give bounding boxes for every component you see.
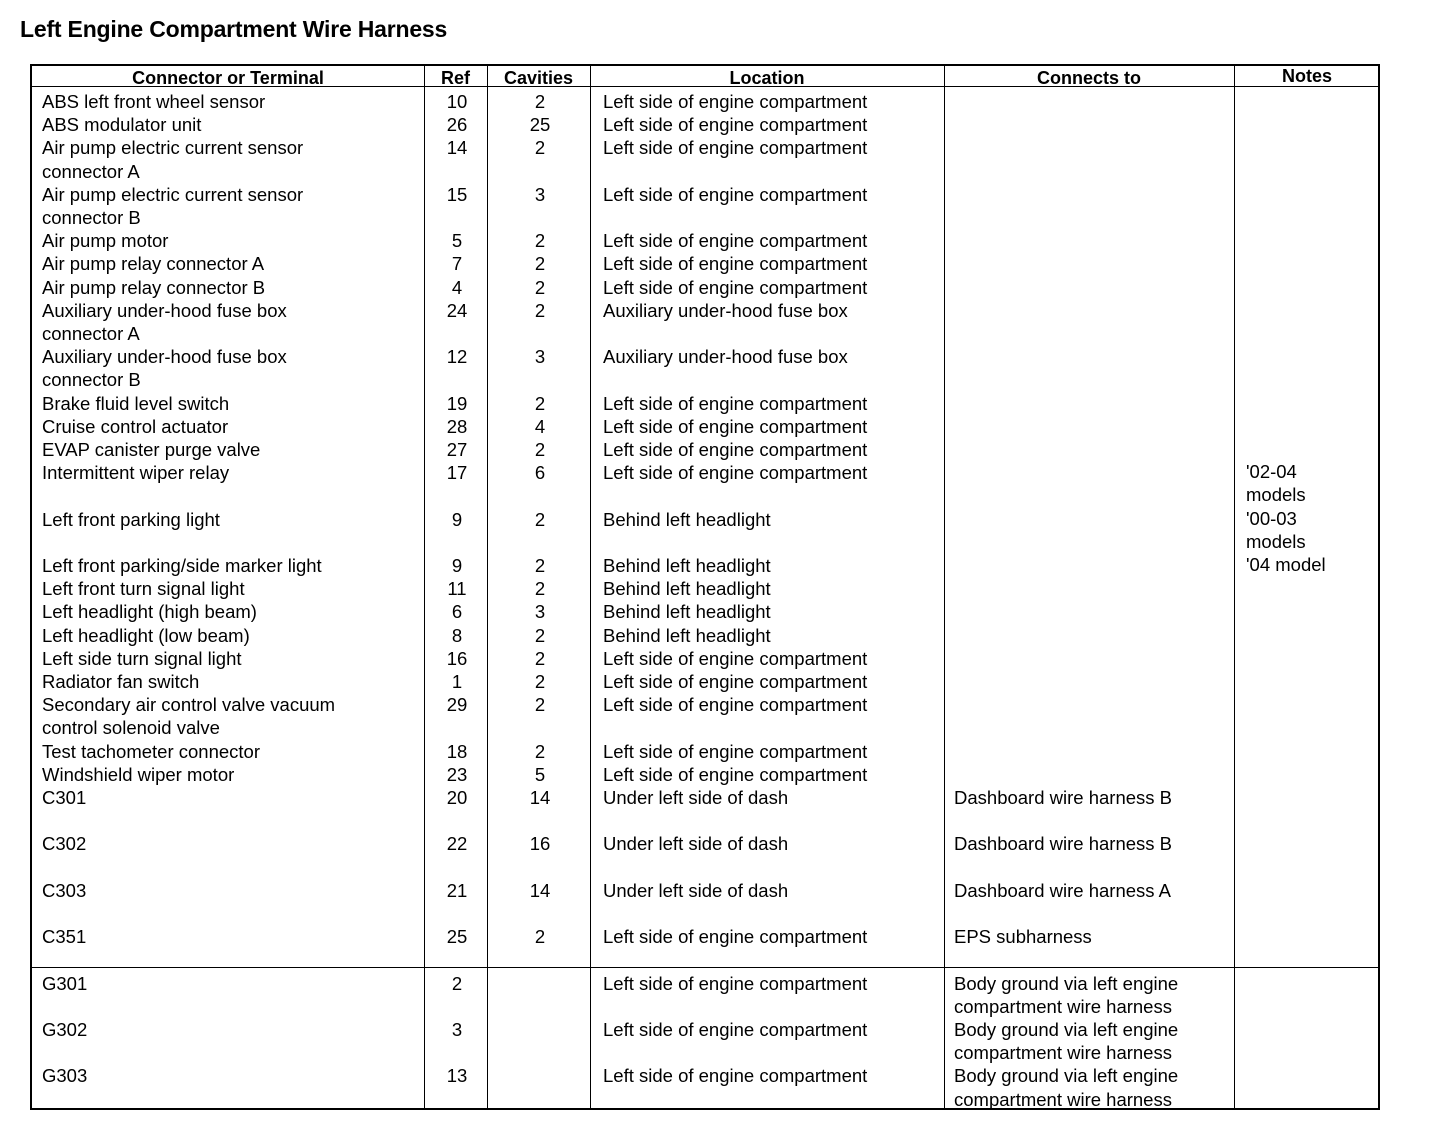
connector-cell: Left front parking light — [42, 508, 220, 530]
connector-cell: Air pump electric current sensor connector B — [42, 183, 304, 228]
ref-cell: 9 — [451, 508, 463, 530]
ref-cell: 25 — [446, 926, 468, 948]
ref-cell: 28 — [446, 415, 468, 437]
header-cavities: Cavities — [503, 68, 574, 88]
cavities-cell: 2 — [534, 578, 546, 600]
connects-to-cell: Body ground via left engine compartment wire harness — [954, 972, 1179, 1017]
cavities-cell: 2 — [534, 299, 546, 321]
cavities-cell: 2 — [534, 624, 546, 646]
connector-cell: Auxiliary under-hood fuse box connector A — [42, 299, 287, 344]
cavities-cell: 16 — [529, 833, 551, 855]
ref-cell: 21 — [446, 879, 468, 901]
harness-table — [30, 64, 1380, 1110]
connector-cell: G301 — [42, 972, 88, 994]
connects-to-cell: EPS subharness — [954, 926, 1092, 948]
cavities-cell: 5 — [534, 763, 546, 785]
col-divider — [424, 66, 425, 1108]
location-cell: Left side of engine compartment — [603, 392, 868, 414]
cavities-cell: 2 — [534, 91, 546, 112]
cavities-cell: 3 — [534, 346, 546, 368]
location-cell: Behind left headlight — [603, 508, 771, 530]
location-cell: Behind left headlight — [603, 601, 771, 623]
cavities-cell: 2 — [534, 671, 546, 692]
ref-cell: 27 — [446, 439, 468, 460]
connector-cell: G303 — [42, 1065, 88, 1087]
cavities-cell: 14 — [529, 879, 551, 901]
ref-cell: 1 — [451, 671, 463, 692]
connector-cell: C303 — [42, 879, 87, 901]
connector-cell: Air pump relay connector B — [42, 276, 266, 298]
location-cell: Auxiliary under-hood fuse box — [603, 299, 848, 321]
location-cell: Left side of engine compartment — [603, 694, 868, 716]
location-cell: Left side of engine compartment — [603, 926, 868, 948]
location-cell: Under left side of dash — [603, 787, 789, 808]
connects-to-cell: Body ground via left engine compartment wire harness — [954, 1019, 1179, 1064]
cavities-cell: 2 — [534, 926, 546, 948]
connects-to-cell: Body ground via left engine compartment wire harness — [954, 1065, 1179, 1110]
location-cell: Left side of engine compartment — [603, 462, 868, 484]
cavities-cell: 2 — [534, 555, 546, 576]
ref-cell: 16 — [446, 647, 468, 669]
cavities-cell: 2 — [534, 137, 546, 159]
ref-cell: 22 — [446, 833, 468, 855]
ref-cell: 15 — [446, 183, 468, 205]
location-cell: Left side of engine compartment — [603, 137, 868, 159]
col-divider — [944, 66, 945, 1108]
location-cell: Left side of engine compartment — [603, 415, 868, 437]
ref-cell: 9 — [451, 555, 463, 576]
location-cell: Left side of engine compartment — [603, 763, 868, 785]
connector-cell: Left front parking/side marker light — [42, 555, 322, 576]
cavities-cell: 25 — [529, 114, 551, 136]
connects-to-cell: Dashboard wire harness B — [954, 787, 1172, 808]
location-cell: Left side of engine compartment — [603, 740, 868, 762]
ref-cell: 13 — [446, 1065, 468, 1087]
connector-cell: Left side turn signal light — [42, 647, 242, 669]
connector-cell: Intermittent wiper relay — [42, 462, 230, 484]
cavities-cell: 6 — [534, 462, 546, 484]
connector-cell: Secondary air control valve vacuum control solenoid valve — [42, 694, 336, 739]
connector-cell: Windshield wiper motor — [42, 763, 235, 785]
col-divider — [590, 66, 591, 1108]
header-connector: Connector or Terminal — [132, 68, 324, 88]
location-cell: Left side of engine compartment — [603, 439, 868, 460]
note-02-04: '02-04 models — [1246, 461, 1306, 506]
ref-cell: 20 — [446, 787, 468, 808]
cavities-cell: 2 — [534, 276, 546, 298]
connector-cell: Left front turn signal light — [42, 578, 245, 600]
ref-cell: 23 — [446, 763, 468, 785]
ref-cell: 5 — [451, 230, 463, 252]
cavities-cell: 14 — [529, 787, 551, 808]
ref-cell: 19 — [446, 392, 468, 414]
location-cell: Left side of engine compartment — [603, 114, 868, 136]
location-cell: Under left side of dash — [603, 833, 789, 855]
page-title: Left Engine Compartment Wire Harness — [20, 16, 448, 42]
location-cell: Behind left headlight — [603, 578, 771, 600]
location-cell: Left side of engine compartment — [603, 91, 868, 112]
connector-cell: Left headlight (low beam) — [42, 624, 250, 646]
location-cell: Left side of engine compartment — [603, 972, 868, 994]
ref-cell: 12 — [446, 346, 468, 368]
section-divider — [32, 967, 1378, 968]
ref-cell: 4 — [451, 276, 463, 298]
location-cell: Left side of engine compartment — [603, 671, 868, 692]
connects-to-cell: Dashboard wire harness B — [954, 833, 1172, 855]
cavities-cell: 3 — [534, 183, 546, 205]
location-cell: Auxiliary under-hood fuse box — [603, 346, 848, 368]
connector-cell: ABS left front wheel sensor — [42, 91, 266, 112]
ref-cell: 11 — [447, 578, 467, 600]
connector-cell: Auxiliary under-hood fuse box connector B — [42, 346, 287, 391]
cavities-cell: 2 — [534, 392, 546, 414]
col-divider — [1234, 66, 1235, 1108]
ref-cell: 24 — [446, 299, 468, 321]
cavities-cell: 2 — [534, 740, 546, 762]
header-location: Location — [729, 68, 805, 88]
ref-cell: 3 — [451, 1019, 463, 1040]
cavities-cell: 3 — [534, 601, 546, 623]
cavities-cell: 2 — [534, 230, 546, 252]
location-cell: Left side of engine compartment — [603, 647, 868, 669]
ref-cell: 29 — [446, 694, 468, 716]
connector-cell: Air pump electric current sensor connector A — [42, 137, 304, 182]
connector-cell: Air pump relay connector A — [42, 253, 265, 275]
cavities-cell: 2 — [534, 647, 546, 669]
connector-cell: Radiator fan switch — [42, 671, 200, 692]
header-notes: Notes — [1281, 66, 1332, 86]
connector-cell: C351 — [42, 926, 87, 948]
note-00-03: '00-03 models — [1246, 508, 1306, 553]
location-cell: Behind left headlight — [603, 624, 771, 646]
cavities-cell: 2 — [534, 508, 546, 530]
location-cell: Left side of engine compartment — [603, 276, 868, 298]
connector-cell: ABS modulator unit — [42, 114, 202, 136]
connector-cell: Cruise control actuator — [42, 415, 229, 437]
location-cell: Left side of engine compartment — [603, 1065, 868, 1087]
connector-cell: EVAP canister purge valve — [42, 439, 261, 460]
location-cell: Left side of engine compartment — [603, 230, 868, 252]
location-cell: Under left side of dash — [603, 879, 789, 901]
connector-cell: G302 — [42, 1019, 88, 1040]
location-cell: Left side of engine compartment — [603, 1019, 868, 1040]
connector-cell: C301 — [42, 787, 87, 808]
cavities-cell: 2 — [534, 694, 546, 716]
connector-cell: Left headlight (high beam) — [42, 601, 257, 623]
ref-cell: 7 — [451, 253, 463, 275]
col-divider — [487, 66, 488, 1108]
ref-cell: 6 — [451, 601, 463, 623]
ref-cell: 26 — [446, 114, 468, 136]
header-ref: Ref — [440, 68, 470, 88]
connector-cell: C302 — [42, 833, 87, 855]
header-connects-to: Connects to — [1036, 68, 1141, 88]
connector-cell: Test tachometer connector — [42, 740, 260, 762]
ref-cell: 18 — [446, 740, 468, 762]
ref-cell: 8 — [451, 624, 463, 646]
connector-cell: Brake fluid level switch — [42, 392, 230, 414]
connects-to-cell: Dashboard wire harness A — [954, 879, 1171, 901]
cavities-cell: 2 — [534, 439, 546, 460]
ref-cell: 17 — [446, 462, 468, 484]
cavities-cell: 4 — [534, 415, 546, 437]
location-cell: Left side of engine compartment — [603, 183, 868, 205]
cavities-cell: 2 — [534, 253, 546, 275]
location-cell: Behind left headlight — [603, 555, 771, 576]
ref-cell: 10 — [446, 91, 468, 112]
ref-cell: 2 — [451, 972, 463, 994]
location-cell: Left side of engine compartment — [603, 253, 868, 275]
note-04: '04 model — [1246, 554, 1326, 575]
ref-cell: 14 — [446, 137, 468, 159]
connector-cell: Air pump motor — [42, 230, 169, 252]
